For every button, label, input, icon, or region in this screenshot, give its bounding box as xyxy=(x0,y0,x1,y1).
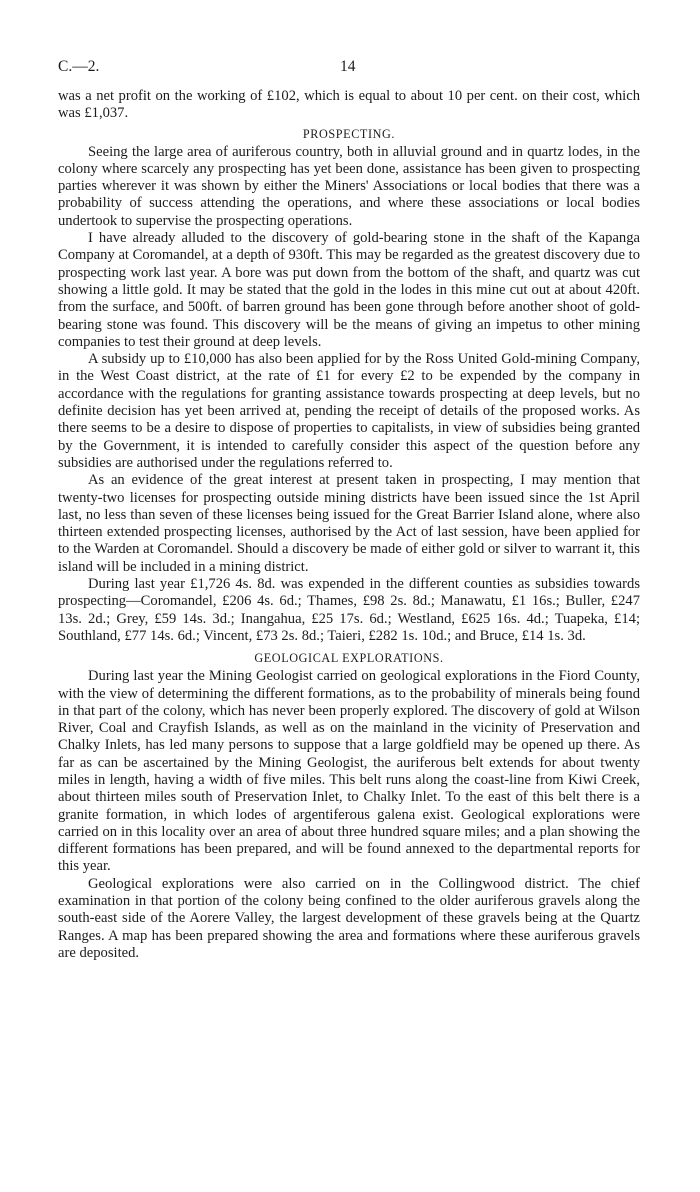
paragraph: As an evidence of the great interest at present taken in prospecting, I may mention that twenty-two licenses for prospecting outside mining districts have been issued since the 1st April last, no less than seven of these licenses being issued for the Great Barrier Island alone, where also thirteen extended prospecting licenses, authorised by the Act of last session, have been applied for to the Warden at Coromandel. Should a discovery be made of either gold or silver to warrant it, this island will be included in a mining district. xyxy=(58,472,640,575)
page-header xyxy=(58,58,640,88)
geological-section xyxy=(58,649,640,962)
paragraph: During last year £1,726 4s. 8d. was expended in the different counties as subsidies towards prospecting—Coromandel, £206 4s. 6d.; Thames, £98 2s. 8d.; Manawatu, £1 16s.; Buller, £247 13s. 2d.; Grey, £59 14s. 3d.; Inangahua, £25 17s. 6d.; Westland, £625 16s. 4d.; Tuapeka, £14; Southland, £77 14s. 6d.; Vincent, £73 2s. 8d.; Taieri, £282 1s. 10d.; and Bruce, £14 1s. 3d. xyxy=(58,576,640,644)
opening-paragraph: was a net profit on the working of £102, which is equal to about 10 per cent. on their cost, which was £1,037. xyxy=(58,88,640,122)
section-heading-prospecting: PROSPECTING. xyxy=(302,126,396,141)
paragraph: Geological explorations were also carried on in the Collingwood district. The chief examination in that portion of the colony being confined to the older auriferous gravels along the south-east side of the Aorere Valley, the largest development of these gravels being at the Quartz Ranges. A map has been prepared showing the area and formations where these auriferous gravels are deposited. xyxy=(58,875,640,961)
prospecting-section xyxy=(58,125,640,646)
document-page xyxy=(58,58,640,962)
paragraph: I have already alluded to the discovery of gold-bearing stone in the shaft of the Kapanga Company at Coromandel, at a depth of 930ft. This may be regarded as the greatest discovery due to prospecting work last year. A bore was put down from the bottom of the shaft, and quartz was cut showing a little gold. It may be stated that the gold in the lodes in this mine cut out at about 420ft. from the surface, and 500ft. of barren ground has been gone through before another shoot of gold-bearing stone was found. This discovery will be the means of giving an impetus to other mining companies to test their ground at deep levels. xyxy=(58,230,640,350)
section-heading-geological: GEOLOGICAL EXPLORATIONS. xyxy=(254,651,444,666)
paragraph: During last year the Mining Geologist carried on geological explorations in the Fiord County, with the view of determining the different formations, as to the probability of minerals being found in that part of the colony, which has never been properly explored. The discovery of gold at Wilson River, Coal and Crayfish Islands, as well as on the mainland in the vicinity of Preservation and Chalky Inlets, has led many persons to suppose that a large goldfield may be opened up there. As far as can be ascertained by the Mining Geologist, the auriferous belt extends for about twenty miles in length, having a width of five miles. This belt runs along the coast-line from Kiwi Creek, about thirteen miles south of Preservation Inlet, to Chalky Inlet. To the east of this belt there is a granite formation, in which lodes of argentiferous galena exist. Geological explorations were carried on in this locality over an area of about three hundred square miles; and a plan showing the different formations has been prepared, and will be found annexed to the departmental reports for this year. xyxy=(58,668,640,875)
paragraph: Seeing the large area of auriferous country, both in alluvial ground and in quartz lodes, in the colony where scarcely any prospecting has yet been done, assistance has been given to prospecting parties wherever it was shown by either the Miners' Associations or local bodies that there was a probability of success attending the operations, and where these associations or local bodies undertook to supervise the prospecting operations. xyxy=(58,143,640,229)
page-number: 14 xyxy=(340,58,356,75)
paragraph: A subsidy up to £10,000 has also been applied for by the Ross United Gold-mining Company, in the West Coast district, at the rate of £1 for every £2 to be expended by the company in accordance with the regulations for granting assistance towards prospecting at deep levels, but no definite decision has yet been arrived at, pending the receipt of details of the proposed works. As there seems to be a desire to dispose of properties to capitalists, in view of subsidies being granted by the Government, it is intended to carefully consider this aspect of the question before any subsidies are authorised under the regulations referred to. xyxy=(58,351,640,471)
document-reference: C.—2. xyxy=(58,58,100,75)
